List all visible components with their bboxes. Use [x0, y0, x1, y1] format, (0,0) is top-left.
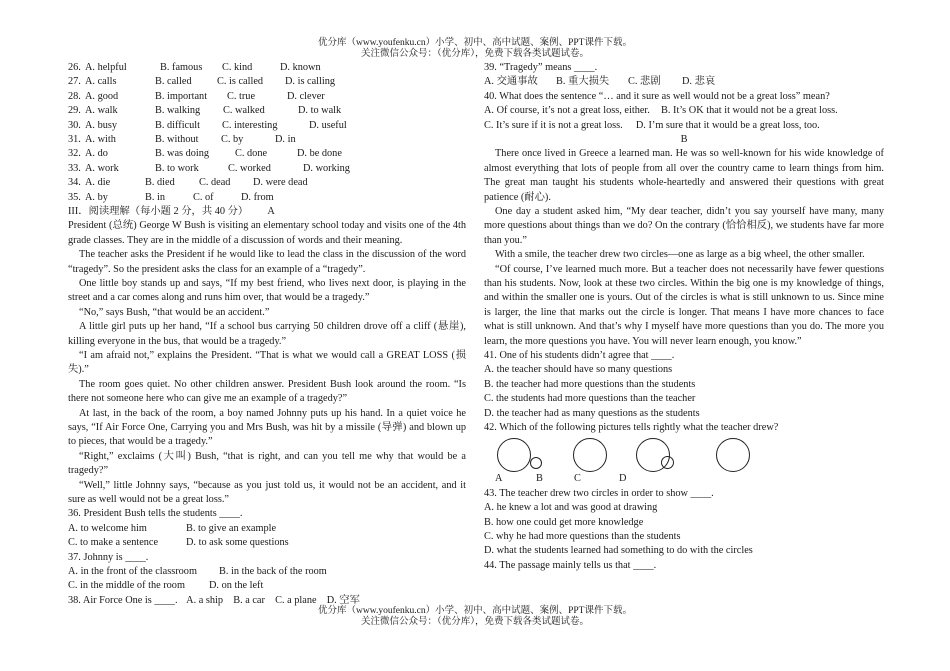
header-line-2: 关注微信公众号：（优分库），免费下载各类试题试卷。 [360, 49, 589, 59]
cloze-option-b: B. called [155, 76, 192, 88]
cloze-item-33 [68, 162, 466, 176]
question-40-options-row-1 [484, 104, 884, 118]
cloze-option-a: A. busy [85, 119, 118, 131]
q42-circle-pictures [484, 436, 884, 472]
cloze-option-c: C. worked [228, 162, 271, 174]
passage-a-label: A [267, 205, 275, 217]
passage-b-para-2: One day a student asked him, “My dear teacher, didn’t you say yourself have many, many more questions about things than we do? On the contrary (恰恰相反), we students have far more than you.” [484, 205, 884, 246]
right-column [484, 61, 884, 573]
q42-label-a: A [495, 473, 503, 485]
page-header [0, 38, 950, 60]
q42-label-b: B [536, 473, 543, 485]
section-3-title: III．阅读理解（每小题 2 分，共 40 分） [68, 205, 249, 217]
q37-option-b: B. in the back of the room [219, 565, 327, 577]
cloze-option-a: A. helpful [85, 62, 127, 73]
question-39-stem: 39. “Tragedy” means ____. [484, 62, 598, 73]
cloze-option-d: D. clever [287, 90, 325, 102]
cloze-option-b: B. famous [160, 62, 203, 73]
question-36-stem: 36. President Bush tells the students ____. [68, 508, 243, 520]
cloze-option-d: D. in [275, 133, 296, 145]
cloze-option-c: C. interesting [222, 119, 278, 131]
cloze-number: 34. [68, 177, 81, 189]
q43-option-c: C. why he had more questions than the students [484, 530, 681, 542]
q43-option-a: A. he knew a lot and was good at drawing [484, 502, 658, 514]
q42-label-d: D [619, 473, 627, 485]
question-40-options-row-2 [484, 119, 884, 133]
q42-pic-a-large-circle [497, 438, 531, 472]
q38-option-a: A. a ship [186, 594, 224, 606]
cloze-option-b: B. important [155, 90, 208, 102]
cloze-option-a: A. with [85, 133, 116, 145]
q36-option-d: D. to ask some questions [186, 537, 289, 549]
q40-option-d: D. I’m sure that it would be a great loss, too. [635, 119, 820, 131]
cloze-item-28 [68, 90, 466, 104]
cloze-option-b: B. difficult [155, 119, 200, 131]
q38-stem: 38. Air Force One is ____. [68, 594, 178, 606]
cloze-number: 26. [68, 62, 81, 73]
cloze-item-32 [68, 147, 466, 161]
cloze-option-c: C. walked [223, 105, 265, 117]
q41-option-a: A. the teacher should have so many questions [484, 364, 673, 376]
cloze-option-d: D. were dead [253, 177, 308, 189]
cloze-option-c: C. kind [222, 62, 253, 73]
q36-option-a: A. to welcome him [68, 522, 147, 534]
cloze-option-b: B. walking [155, 105, 201, 117]
q37-option-d: D. on the left [209, 580, 264, 592]
q40-option-c: C. It’s sure if it is not a great loss. [484, 119, 623, 131]
cloze-option-d: D. useful [309, 119, 347, 131]
cloze-item-31 [68, 133, 466, 147]
passage-a-para-3: One little boy stands up and says, “If my best friend, who lives next door, is playing in the street and a car comes along and runs him over, that would be a tragedy.” [68, 277, 466, 304]
question-39-options [484, 75, 884, 89]
cloze-option-a: A. do [85, 148, 108, 160]
cloze-number: 28. [68, 90, 81, 102]
cloze-number: 31. [68, 133, 81, 145]
cloze-option-d: D. is calling [285, 76, 336, 88]
passage-a-para-10: “Well,” little Johnny says, “because as you just told us, it would not be an accident, and it sure as well would not be a great loss.” [68, 479, 466, 506]
cloze-option-a: A. walk [85, 105, 118, 117]
passage-a-para-1: President (总统) George W Bush is visiting an elementary school today and visits one of the 4th grade classes. They are in the middle of a discussion of words and their meaning. [68, 220, 466, 246]
cloze-option-a: A. work [85, 162, 119, 174]
q39-option-c: C. 悲剧 [628, 76, 661, 88]
passage-b-para-3: With a smile, the teacher drew two circles—one as large as a big wheel, the other smaller. [495, 249, 865, 261]
question-37-stem: 37. Johnny is ____. [68, 551, 149, 563]
cloze-number: 29. [68, 105, 81, 117]
q41-option-d: D. the teacher had as many questions as the students [484, 407, 700, 419]
q42-pic-d-circle [716, 438, 750, 472]
q37-option-a: A. in the front of the classroom [68, 565, 197, 577]
cloze-option-d: D. known [280, 62, 321, 73]
cloze-option-d: D. from [241, 191, 274, 203]
q42-pic-b-circle [573, 438, 607, 472]
cloze-number: 33. [68, 162, 81, 174]
cloze-item-27 [68, 75, 466, 89]
q42-pic-c-small-circle [661, 456, 674, 469]
q42-picture-labels [484, 472, 884, 486]
passage-a-para-9: “Right,” exclaims (大叫) Bush, “that is right, and can you tell me why that would be a tragedy?” [68, 450, 466, 477]
passage-a-para-4: “No,” says Bush, “that would be an accident.” [79, 306, 270, 318]
q41-option-b: B. the teacher had more questions than the students [484, 378, 696, 390]
q40-option-a: A. Of course, it’s not a great loss, either. [484, 105, 650, 117]
q38-option-c: C. a plane [275, 594, 317, 606]
cloze-option-b: B. died [145, 177, 175, 189]
cloze-option-a: A. calls [85, 76, 117, 88]
cloze-item-34 [68, 176, 466, 190]
q42-pic-a-small-circle [530, 457, 542, 469]
q39-option-d: D. 悲哀 [682, 76, 716, 88]
passage-b-para-4: “Of course, I’ve learned much more. But a teacher does not necessarily have fewer questions than his students. Now, look at these two circles. Within the big one is my knowledge of things, and within the smaller one is yours. Out of the circles is what is still unknown to us. Since mine is larger, the line that marks out the circle is longer. That means I have more chances to face what is still unknown. And that’s why I myself have more questions than you do. The more you learn, the more questions you have. You will never learn enough, you know.” [484, 263, 884, 347]
cloze-item-26 [68, 61, 466, 75]
cloze-option-b: B. in [145, 191, 166, 203]
cloze-option-d: D. working [303, 162, 350, 174]
q43-option-b: B. how one could get more knowledge [484, 516, 644, 528]
cloze-option-c: C. of [193, 191, 214, 203]
passage-b-label: B [680, 133, 688, 145]
passage-a-para-8: At last, in the back of the room, a boy named Johnny puts up his hand. In a quiet voice he says, “If Air Force One, Carrying you and Mrs Bush, was hit by a missile (导弹) and blown up to pieces, that would be a tragedy.” [68, 407, 466, 448]
q43-option-d: D. what the students learned had something to do with the circles [484, 545, 753, 557]
cloze-number: 27. [68, 76, 81, 88]
cloze-option-d: D. be done [297, 148, 342, 160]
footer-line-2: 关注微信公众号：（优分库），免费下载各类试题试卷。 [360, 617, 589, 627]
cloze-option-b: B. to work [155, 162, 199, 174]
question-44-stem: 44. The passage mainly tells us that ____. [484, 559, 657, 571]
left-column [68, 61, 466, 608]
cloze-option-a: A. good [85, 90, 119, 102]
question-36-options-row-2 [68, 536, 466, 550]
passage-a-para-6: “I am afraid not,” explains the President. “That is what we would call a GREAT LOSS (损失).” [68, 349, 466, 376]
question-37-options-row-2 [68, 579, 466, 593]
q39-option-b: B. 重大损失 [556, 76, 610, 88]
passage-a-para-7: The room goes quiet. No other children answer. President Bush look around the room. “Is there not someone here who can give me an example of a tragedy?” [68, 378, 466, 405]
q42-label-c: C [574, 473, 581, 485]
header-line-1: 优分库（www.youfenku.cn）小学、初中、高中试题、案例、PPT课件下载。 [318, 38, 632, 48]
cloze-option-c: C. true [227, 90, 256, 102]
cloze-option-b: B. was doing [155, 148, 210, 160]
cloze-item-30 [68, 119, 466, 133]
cloze-number: 35. [68, 191, 81, 203]
q36-option-c: C. to make a sentence [68, 537, 159, 549]
question-37-options-row-1 [68, 565, 466, 579]
cloze-option-c: C. dead [199, 177, 231, 189]
cloze-number: 30. [68, 119, 81, 131]
cloze-item-35 [68, 191, 466, 205]
q38-option-d: D. 空军 [326, 594, 360, 606]
q38-option-b: B. a car [233, 594, 265, 606]
q36-option-b: B. to give an example [186, 522, 277, 534]
cloze-option-a: A. by [85, 191, 108, 203]
cloze-item-29 [68, 104, 466, 118]
cloze-options-list [68, 61, 466, 205]
q37-option-c: C. in the middle of the room [68, 580, 185, 592]
passage-a-para-5: A little girl puts up her hand, “If a school bus carrying 50 children drove off a cliff (悬崖), killing everyone in the bus, that would be a tragedy.” [68, 321, 466, 347]
cloze-option-c: C. done [235, 148, 268, 160]
passage-b-para-1: There once lived in Greece a learned man. He was so well-known for his wide knowledge of almost everything that lots of people from all over the country came to learn things from him. The great man taught his students whole-heartedly and answered their questions with great patience (耐心). [484, 148, 884, 203]
question-41-stem: 41. One of his students didn’t agree that ____. [484, 350, 675, 362]
q41-option-c: C. the students had more questions than the teacher [484, 393, 696, 405]
passage-a-para-2: The teacher asks the President if he would like to lead the class in the discussion of the word “tragedy”. So the president asks the class for an example of a “tragedy”. [68, 249, 466, 275]
question-36-options-row-1 [68, 522, 466, 536]
page-footer [0, 606, 950, 628]
footer-line-1: 优分库（www.youfenku.cn）小学、初中、高中试题、案例、PPT课件下载。 [318, 606, 632, 616]
cloze-option-c: C. by [221, 133, 244, 145]
cloze-option-c: C. is called [217, 76, 264, 88]
cloze-option-b: B. without [155, 133, 199, 145]
question-40-stem: 40. What does the sentence “… and it sure as well would not be a great loss” mean? [484, 90, 830, 102]
q39-option-a: A. 交通事故 [484, 76, 538, 88]
cloze-number: 32. [68, 148, 81, 160]
q40-option-b: B. It’s OK that it would not be a great loss. [661, 105, 838, 117]
cloze-option-d: D. to walk [298, 105, 342, 117]
cloze-option-a: A. die [85, 177, 111, 189]
question-42-stem: 42. Which of the following pictures tells rightly what the teacher drew? [484, 421, 779, 433]
section-3-heading [68, 205, 466, 219]
question-43-stem: 43. The teacher drew two circles in order to show ____. [484, 487, 714, 499]
